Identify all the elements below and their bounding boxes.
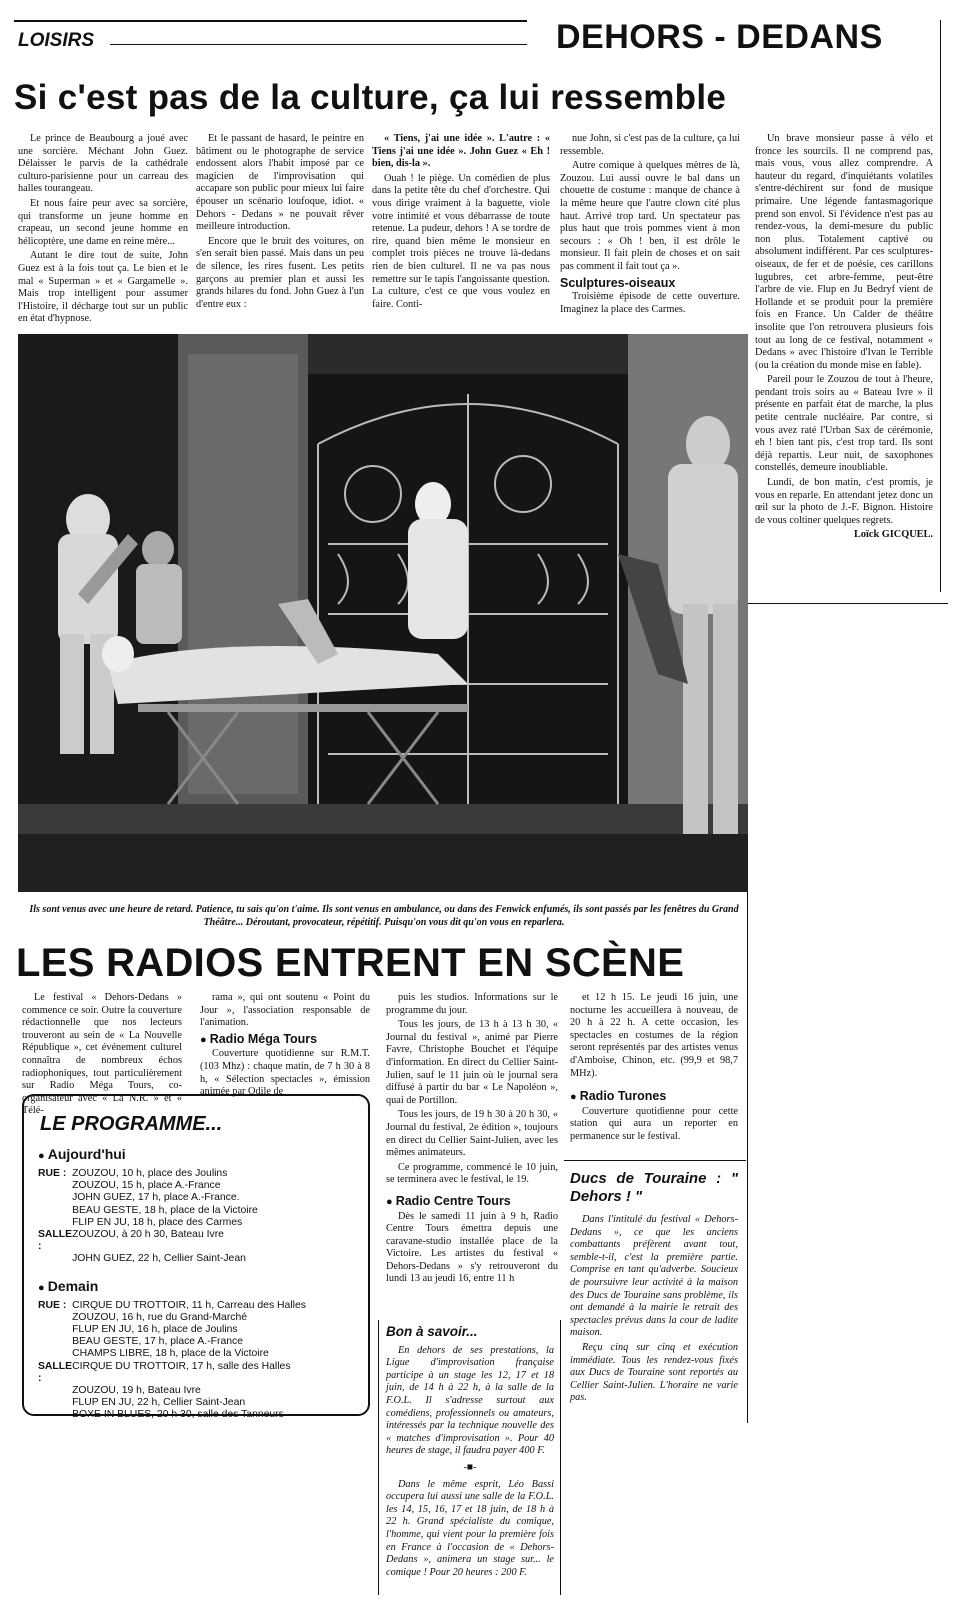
paragraph: Reçu cinq sur cinq et exécution immédiate. Tous les rendez-vous fixés aux Ducs de Touraine sont reportés au Cellier Saint-Julien. L'horaire ne varie pas. bbox=[570, 1341, 738, 1404]
subheading: Sculptures-oiseaux bbox=[560, 275, 676, 290]
programme-event: ZOUZOU, 19 h, Bateau Ivre bbox=[72, 1385, 201, 1397]
box-rule bbox=[378, 1320, 379, 1595]
paragraph: Tous les jours, de 13 h à 13 h 30, « Journal du festival », animé par Pierre Favre, Christophe Bouchet et l'équipe d'information. En direct du Cellier Saint-Julien, sauf le 11 juin où le journal sera diffusé à partir du bar « Le Napoléon », quai de Portillon. bbox=[386, 1019, 558, 1106]
programme-row bbox=[38, 1348, 306, 1360]
programme-event: FLUP EN JU, 22 h, Cellier Saint-Jean bbox=[72, 1397, 246, 1409]
programme-venue-type: SALLE : bbox=[38, 1229, 73, 1253]
section-title: DEHORS - DEDANS bbox=[556, 18, 883, 56]
article2-col4 bbox=[570, 992, 738, 1146]
paragraph: En dehors de ses prestations, la Ligue d'improvisation française participe à un stage les 12, 17 et 18 juin, de 14 h à 22 h, à la salle de la F.O.L. Il s'adresse surtout aux comédiens, professionnels ou amateurs, intéressés par la technique nouvelle des « matches d'improvisation ». Pour 40 heures de stage, il faudra payer 400 F. bbox=[386, 1344, 554, 1457]
paragraph: rama », qui ont soutenu « Point du Jour », l'association responsable de l'animation. bbox=[200, 992, 370, 1029]
ducs-title: Ducs de Touraine : " Dehors ! " bbox=[570, 1170, 738, 1205]
programme-event: FLIP EN JU, 18 h, place des Carmes bbox=[72, 1216, 243, 1228]
column-end-rule bbox=[748, 603, 948, 604]
programme-today-heading: ● Aujourd'hui bbox=[38, 1146, 368, 1162]
box-rule bbox=[564, 1160, 746, 1161]
programme-venue-type: RUE : bbox=[38, 1299, 67, 1311]
programme-row bbox=[38, 1361, 306, 1385]
programme-venue-type bbox=[38, 1217, 72, 1229]
programme-event: CHAMPS LIBRE, 18 h, place de la Victoire bbox=[72, 1348, 269, 1360]
paragraph: Dans le même esprit, Léo Bassi occupera lui aussi une salle de la F.O.L. les 14, 15, 16, 17 et 18 juin, de 18 h à 22 h. Grand spécialiste du comique, l'homme, qui vient pour la première fois en France à l'occasion de « Dehors-Dedans », animera un stage sur... le comique ! Pour 20 heures : 200 F. bbox=[386, 1478, 554, 1578]
programme-venue-type bbox=[38, 1312, 72, 1324]
programme-venue-type bbox=[38, 1385, 72, 1397]
programme-venue-type bbox=[38, 1409, 72, 1421]
programme-row bbox=[38, 1312, 306, 1324]
paragraph: Et nous faire peur avec sa sorcière, qui transforme un jeune homme en crapeau, un second jeune homme en hélicoptère, une dame en reine mère... bbox=[18, 197, 188, 247]
programme-event: ZOUZOU, à 20 h 30, Bateau Ivre bbox=[72, 1229, 224, 1241]
paragraph: Troisième épisode de cette ouverture. Imaginez la place des Carmes. bbox=[560, 291, 740, 315]
programme-row bbox=[38, 1180, 258, 1192]
programme-row bbox=[38, 1217, 258, 1229]
paragraph: Pareil pour le Zouzou de tout à l'heure, pendant trois soirs au « Bateau Ivre » il présente en parfait état de marche, la plus petite centrale nucléaire. Par contre, si vous avez raté l'Urban Sax de cérémonie, eh ! bien tant pis, c'est trop tard. Ils sont déjà repartis. Leur nuit, de saxophones constellés, demeure inoubliable. bbox=[755, 374, 933, 474]
paragraph: Couverture quotidienne sur R.M.T. (103 Mhz) : chaque matin, de 7 h 30 à 8 h, « Sélection spectacles », émission animée par Odile de bbox=[200, 1048, 370, 1098]
programme-today-table bbox=[38, 1168, 258, 1266]
programme-row bbox=[38, 1397, 306, 1409]
photo-caption: Ils sont venus avec une heure de retard. Patience, tu sais qu'on t'aime. Ils sont venus en ambulance, ou dans des Fenwick enfumés, ils sont passés par les fenêtres du Grand Théâtre... Déroutant, provocateur, répétitif. Puisqu'on vous dit qu'on vous en reparlera. bbox=[29, 904, 739, 928]
article1-col5 bbox=[755, 133, 933, 542]
programme-venue-type bbox=[38, 1205, 72, 1217]
bon-a-savoir-title: Bon à savoir... bbox=[386, 1324, 478, 1339]
programme-title: LE PROGRAMME... bbox=[40, 1113, 223, 1135]
paragraph: Et le passant de hasard, le peintre en bâtiment ou le photographe de service endossent alors l'habit imposé par ce magicien de l'improvisation qui accapare son public pour mieux lui faire épouser un scénario loufoque, idiot. « Dehors - Dedans » ne pouvait rêver meilleure introduction. bbox=[196, 133, 364, 233]
programme-row bbox=[38, 1205, 258, 1217]
programme-event: ZOUZOU, 16 h, rue du Grand-Marché bbox=[72, 1311, 248, 1323]
kicker-rule bbox=[110, 44, 527, 45]
article1-col2 bbox=[196, 133, 364, 313]
section-kicker: LOISIRS bbox=[18, 30, 95, 51]
programme-box bbox=[22, 1094, 370, 1421]
article1-col3 bbox=[372, 133, 550, 313]
programme-tomorrow-heading: ● Demain bbox=[38, 1278, 368, 1294]
programme-event: ZOUZOU, 10 h, place des Joulins bbox=[72, 1168, 228, 1179]
separator: -■- bbox=[463, 1461, 477, 1473]
news-photo bbox=[18, 334, 748, 892]
paragraph: Lundi, de bon matin, c'est promis, je vous en reparle. En attendant jetez donc un œil sur la photo de J.-F. Bignon. Histoire de vous coltiner quelques regrets. bbox=[755, 477, 933, 526]
programme-row bbox=[38, 1192, 258, 1204]
programme-row bbox=[38, 1385, 306, 1397]
box-rule bbox=[560, 1320, 561, 1595]
article1-col1 bbox=[18, 133, 188, 328]
programme-event: ZOUZOU, 15 h, place A.-France bbox=[72, 1180, 221, 1192]
programme-row bbox=[38, 1168, 258, 1180]
programme-row bbox=[38, 1229, 258, 1253]
paragraph: Un brave monsieur passe à vélo et fronce les sourcils. Il ne comprend pas, mais vous, vous allez comprendre. A hauteur du regard, d'inquiétants volatiles s'entre-déchirent sur fond de musique primaire. Une légende fantasmagorique prend son envol. Si l'évidence n'est pas au rendez-vous, la demi-mesure du public non plus. Totalement captivé ou absolument indifférent. Par ces sculptures-oiseaux, de fer et de poésie, ces carillons lugubres, cet arbre-femme, peut-être l'arbre de vie. Flup en Ju Bedryf vient de Hollande et se produit pour la première fois en France. Un Calder de théâtre insolite que l'on retrouvera plusieurs fois tout au long de ce festival, notamment « Dedans » avec l'histoire d'Ivan le Terrible (ou la création du monde mise en fable). bbox=[755, 133, 933, 371]
paragraph: Le prince de Beaubourg a joué avec une sorcière. Méchant John Guez. Délaisser le parvis de la cathédrale culturo-parisienne pour un carreau des halles tourangeau. bbox=[18, 133, 188, 195]
article1-col4 bbox=[560, 133, 740, 318]
author-signature: Loïck GICQUEL. bbox=[854, 529, 933, 541]
programme-event: JOHN GUEZ, 22 h, Cellier Saint-Jean bbox=[72, 1253, 246, 1265]
programme-row bbox=[38, 1324, 306, 1336]
paragraph: Couverture quotidienne pour cette station qui aura un reporter en permanence sur le festival. bbox=[570, 1105, 738, 1142]
subheading-radio-turones: ● Radio Turones bbox=[570, 1090, 738, 1104]
paragraph: Dans l'intitulé du festival « Dehors-Dedans », ce que les anciens combattants préfèrent avant tout, semble-t-il, c'est la première partie. Comprise en tant qu'adverbe. Soucieux de poursuivre leur activité à la maison des Ducs de Touraine sans problème, ils ont demandé à la mairie le retrait des spectacles prévus dans la cour de ladite maison. bbox=[570, 1214, 738, 1339]
programme-venue-type bbox=[38, 1180, 72, 1192]
programme-row bbox=[38, 1253, 258, 1265]
paragraph: Le festival « Dehors-Dedans » commence ce soir. Outre la couverture rédactionnelle que nos lecteurs trouveront au sein de « La Nouvelle République », cet événement culturel connaîtra de nombreux échos radiophoniques, tout particulièrement sur Radio Méga Tours, co-organisateur avec « La N.R. » et « Télé- bbox=[22, 992, 182, 1117]
bon-a-savoir-box bbox=[386, 1326, 554, 1581]
programme-event: CIRQUE DU TROTTOIR, 17 h, salle des Halles bbox=[72, 1360, 291, 1372]
paragraph: Autre comique à quelques mètres de là, Zouzou. Lui aussi ouvre le bal dans un chouette de costume : manque de chance à la même heure que l'autre clown cité plus haut. Arrivé trop tard. Un spectateur pas plus haut que trois pommes vient à mon secours : « Oh ! ben, il est drôle le monsieur. Il fait plein de choses et on sait pas comment il fait tout ça ». bbox=[560, 160, 740, 272]
paragraph: « Tiens, j'ai une idée ». L'autre : « Tiens j'ai une idée ». John Guez « Eh ! bien, dis-la ». bbox=[372, 133, 550, 170]
article2-col3 bbox=[386, 992, 558, 1288]
programme-venue-type bbox=[38, 1397, 72, 1409]
paragraph: Dès le samedi 11 juin à 9 h, Radio Centre Tours émettra depuis une caravane-studio installée place de la Victoire. Les artistes du festival « Dehors-Dedans » s'y retrouveront du lundi 13 au jeudi 16, entre 11 h bbox=[386, 1210, 558, 1285]
programme-venue-type bbox=[38, 1348, 72, 1360]
paragraph: Ce programme, commencé le 10 juin, se terminera avec le festival, le 19. bbox=[386, 1161, 558, 1186]
page-headline: Si c'est pas de la culture, ça lui ressemble bbox=[14, 78, 727, 117]
paragraph: puis les studios. Informations sur le programme du jour. bbox=[386, 992, 558, 1016]
programme-venue-type: RUE : bbox=[38, 1168, 67, 1179]
paragraph: nue John, si c'est pas de la culture, ça lui ressemble. bbox=[560, 133, 740, 157]
programme-venue-type bbox=[38, 1253, 72, 1265]
programme-tomorrow-table bbox=[38, 1300, 306, 1422]
subheading-radio-mega-tours: ● Radio Méga Tours bbox=[200, 1033, 370, 1047]
programme-row bbox=[38, 1300, 306, 1312]
programme-event: FLUP EN JU, 16 h, place de Joulins bbox=[72, 1324, 238, 1336]
programme-event: BEAU GESTE, 18 h, place de la Victoire bbox=[72, 1204, 258, 1216]
programme-venue-type bbox=[38, 1324, 72, 1336]
subheading-radio-centre-tours: ● Radio Centre Tours bbox=[386, 1195, 558, 1209]
ambulance-performance-photo bbox=[18, 334, 748, 892]
top-rule bbox=[14, 20, 527, 22]
paragraph: Tous les jours, de 19 h 30 à 20 h 30, « Journal du festival, 2e édition », toujours en direct du Cellier Saint-Julien, avec les mêmes animateurs. bbox=[386, 1109, 558, 1159]
programme-event: BEAU GESTE, 17 h, place A.-France bbox=[72, 1336, 244, 1348]
paragraph: Encore que le bruit des voitures, on s'en serait bien passé. Mais dans un peu de silence, les rires fusent. Les petits garçons au premier plan et aussi les grands hilares du fond. John Guez à l'un d'entre eux : bbox=[196, 235, 364, 310]
radio-headline: LES RADIOS ENTRENT EN SCÈNE bbox=[16, 941, 685, 985]
paragraph: et 12 h 15. Le jeudi 16 juin, une nocturne les accueillera à nouveau, de 20 h à 22 h. A cette occasion, les spectacles en costumes de la région seront représentés par des artistes venus d'Amboise, Chinon, etc. (99,9 et 98,7 MHz). bbox=[570, 992, 738, 1079]
column-rule bbox=[940, 20, 941, 592]
programme-event: JOHN GUEZ, 17 h, place A.-France. bbox=[72, 1192, 240, 1204]
ducs-de-touraine-box bbox=[570, 1170, 738, 1407]
article2-col2 bbox=[200, 992, 370, 1101]
programme-venue-type bbox=[38, 1336, 72, 1348]
programme-row bbox=[38, 1409, 306, 1421]
programme-venue-type: SALLE : bbox=[38, 1360, 73, 1384]
paragraph: Ouah ! le piège. Un comédien de plus dans la petite tête du chef d'orchestre. Qui vous dirige vraiment à la baguette, viole votre intimité et vous débarrasse de toute retenue. La pudeur, dehors ! A se tordre de rire, quand bien même le monsieur en complet trois pièces ne trouve là-dedans rien de bien culturel. Il ne va pas nous remettre sur le tapis l'angoissante question. La culture, c'est ce que vous voulez en faire. Conti- bbox=[372, 172, 550, 310]
programme-venue-type bbox=[38, 1192, 72, 1204]
programme-event: BOXE IN BLUES, 20 h 30, salle des Tanneurs bbox=[72, 1409, 284, 1421]
programme-row bbox=[38, 1336, 306, 1348]
programme-event: CIRQUE DU TROTTOIR, 11 h, Carreau des Halles bbox=[72, 1299, 306, 1311]
paragraph: Autant le dire tout de suite, John Guez est à la fois tout ça. Le bien et le mal « Superman » et « Gargamelle ». Mais trop intelligent pour assumer l'Histoire, il décharge tout sur un public en état d'hypnose. bbox=[18, 250, 188, 325]
